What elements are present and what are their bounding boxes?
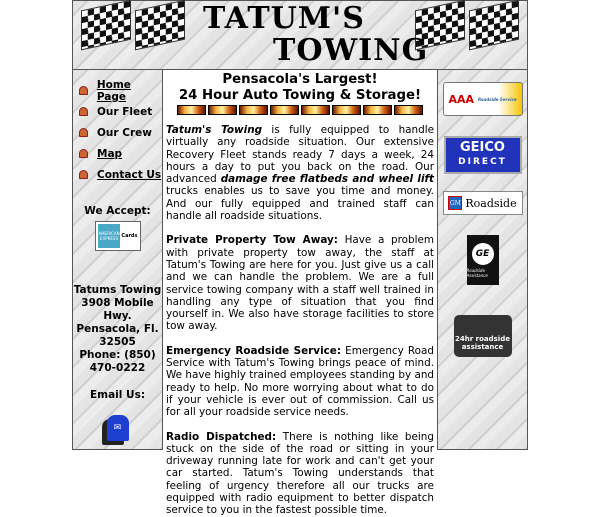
- nav-crew[interactable]: [79, 122, 162, 143]
- nav-label-crew[interactable]: Our Crew: [97, 126, 152, 139]
- we-accept-label: We Accept:: [84, 205, 151, 217]
- gm-roadside-logo: GM Roadside: [443, 191, 523, 215]
- section-radio: Radio Dispatched: There is nothing like being stuck on the side of the road or sitting in your driveway running late for work and can't get your car started. Tatum's Towing understands that feeling of urgency therefore all our trucks are equipped with radio equipment to better dispatch service to you in the fastest possible time.: [166, 430, 434, 517]
- nav-link-home[interactable]: Home Page: [96, 78, 131, 103]
- siren-icon: [79, 86, 88, 95]
- section-roadside: Emergency Roadside Service: Emergency Road Service with Tatum's Towing brings peace of mind. We have highly trained employees standing by and ready to help. No more worrying about what to do if your vehicle is ever out of commission. Call us for all your roadside service needs.: [166, 344, 434, 419]
- checkered-flag-icon: [135, 0, 185, 50]
- business-address: Tatums Towing 3908 Mobile Hwy. Pensacola, Fl. 32505 Phone: (850) 470-0222: [73, 284, 162, 374]
- headline-primary: Pensacola's Largest!: [222, 72, 378, 87]
- headline-secondary: 24 Hour Auto Towing & Storage!: [178, 88, 422, 103]
- ge-roadside-logo: GE Roadside Assistance: [467, 235, 499, 285]
- checkered-flag-icon: [469, 0, 519, 50]
- checkered-flag-icon: [81, 0, 131, 50]
- nav-link-contact[interactable]: Contact Us: [97, 168, 162, 181]
- geico-direct-logo: GEICO DIRECT: [444, 136, 522, 174]
- siren-icon: [79, 149, 88, 158]
- email-us-label: Email Us:: [89, 389, 146, 401]
- nav-label-fleet[interactable]: Our Fleet: [97, 105, 153, 118]
- site-header: [72, 0, 528, 70]
- nav-link-map[interactable]: Map: [97, 147, 123, 160]
- siren-icon: [79, 128, 88, 137]
- main-content: [163, 70, 437, 517]
- siren-icon: [79, 107, 88, 116]
- main-nav: [73, 70, 162, 185]
- site-logo-title: TATUM'S TOWING: [203, 1, 429, 68]
- right-sidebar: [437, 70, 528, 450]
- intro-paragraph: Tatum's Towing is fully equipped to handle virtually any roadside situation. Our extensive Recovery Fleet stands ready 7 days a week, 24 hours a day to put you back on the road. Our advanced damage free flatbeds and wheel lift trucks enables us to save you time and money. And our fully equipped and trained staff can handle all roadside situations.: [166, 124, 435, 223]
- tow-truck-roadside-logo: 24hr roadside assistance: [454, 315, 512, 357]
- amex-logo: AMERICAN EXPRESS Cards: [95, 221, 141, 251]
- flame-divider: [166, 105, 434, 115]
- aaa-logo: AAA Roadside Service: [443, 82, 523, 116]
- nav-contact[interactable]: [79, 164, 162, 185]
- section-tow-away: Private Property Tow Away: Have a problem with private property tow away, the staff at Tatum's Towing are here for you. Just give us a call and we can handle the problem. We are a full service towing company with a staff well trained in handling any type of situation that you find yourself in. We also have storage facilities to store tow away.: [166, 234, 434, 333]
- left-sidebar: [72, 70, 163, 450]
- siren-icon: [79, 170, 88, 179]
- nav-map[interactable]: [79, 143, 162, 164]
- nav-home[interactable]: [79, 80, 162, 101]
- nav-fleet[interactable]: [79, 101, 162, 122]
- mailbox-email-icon[interactable]: ✉: [107, 415, 129, 441]
